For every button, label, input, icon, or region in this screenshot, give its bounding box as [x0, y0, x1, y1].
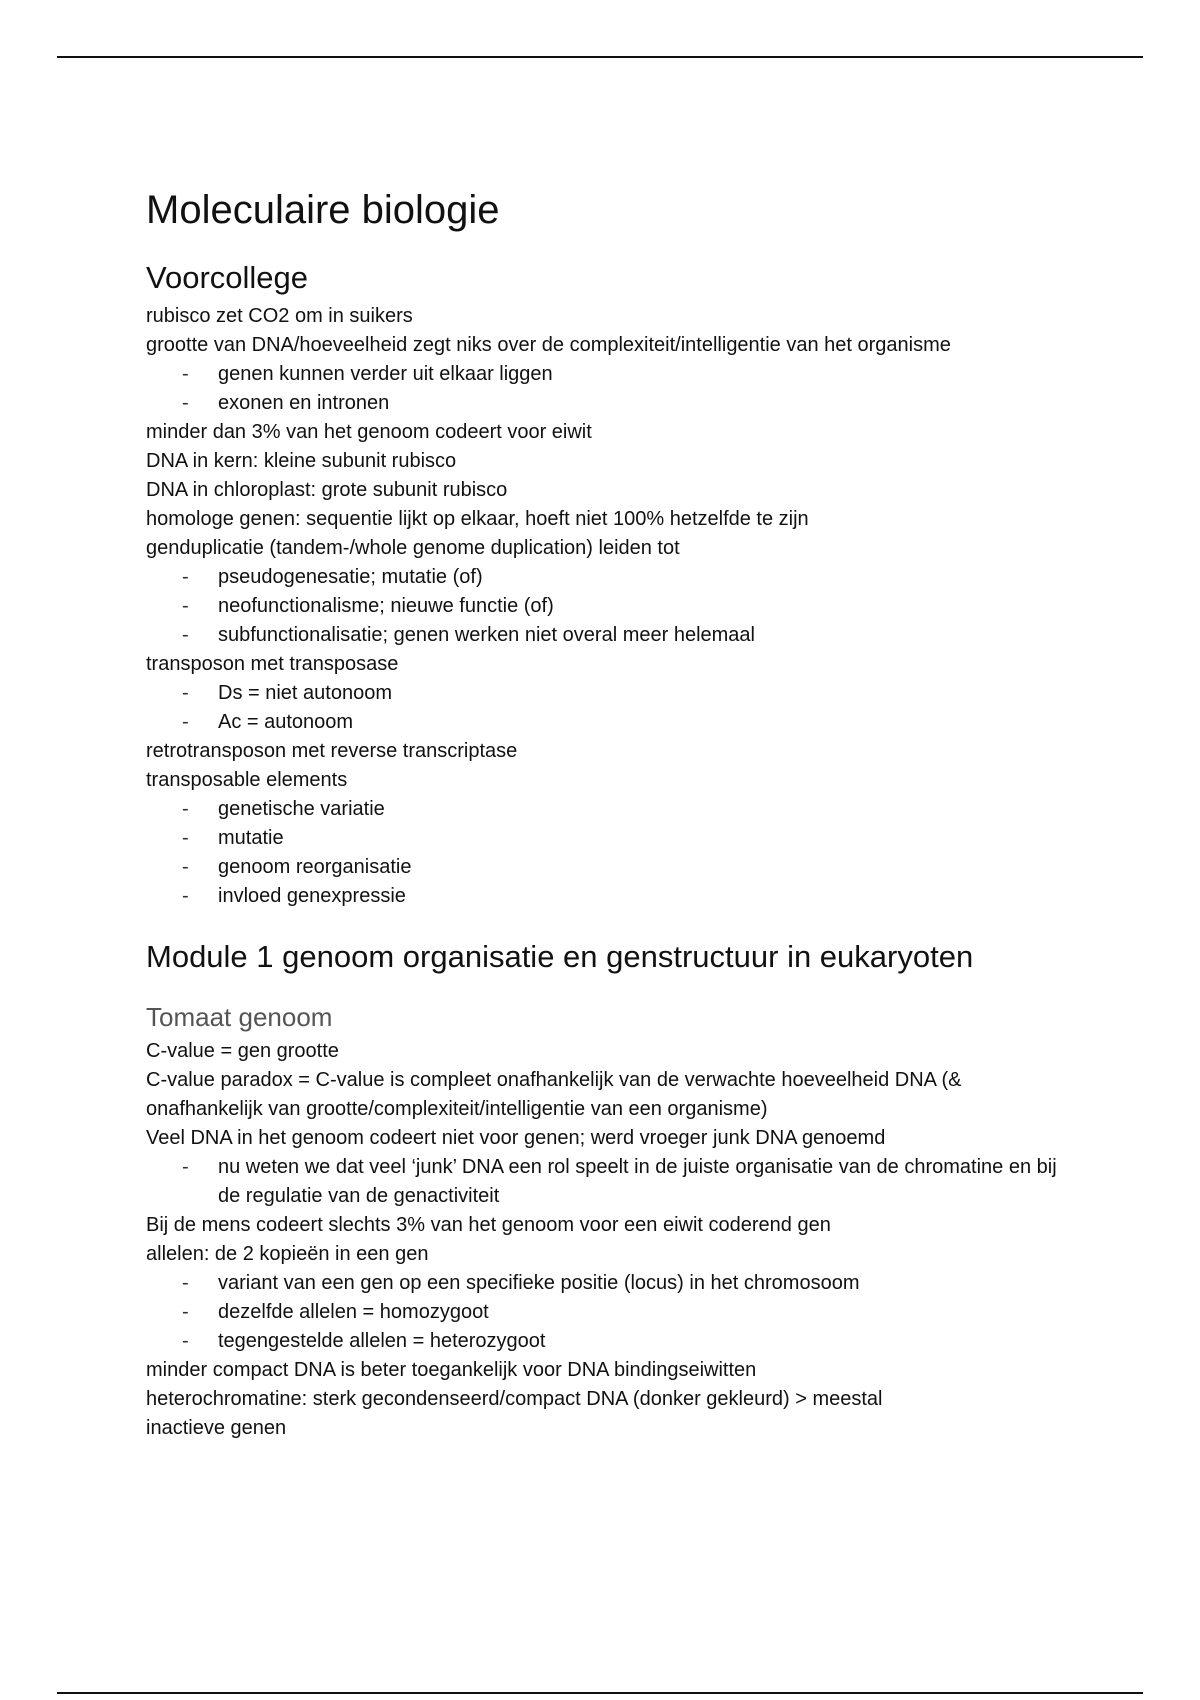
- text-line: DNA in chloroplast: grote subunit rubisco: [146, 479, 508, 501]
- dash-marker: -: [182, 682, 189, 704]
- dash-marker: -: [182, 1156, 189, 1178]
- list-item: - Ds = niet autonoom: [146, 679, 1076, 708]
- text-line: minder compact DNA is beter toegankelijk voor DNA bindingseiwitten: [146, 1359, 757, 1381]
- dash-marker: -: [182, 595, 189, 617]
- text-line: allelen: de 2 kopieën in een gen: [146, 1243, 429, 1265]
- list-item: - genen kunnen verder uit elkaar liggen: [146, 360, 1076, 389]
- text-line: homologe genen: sequentie lijkt op elkaar, hoeft niet 100% hetzelfde te zijn: [146, 508, 809, 530]
- dash-marker: -: [182, 1272, 189, 1294]
- text-line: genduplicatie (tandem-/whole genome duplication) leiden tot: [146, 537, 680, 559]
- dash-marker: -: [182, 392, 189, 414]
- text-line: Bij de mens codeert slechts 3% van het genoom voor een eiwit coderend gen: [146, 1214, 831, 1236]
- list-item: - genetische variatie: [146, 795, 1076, 824]
- list-item: - nu weten we dat veel ‘junk’ DNA een rol speelt in de juiste organisatie van de chromatine en bij de regulatie van de genactiviteit: [146, 1153, 1076, 1211]
- text-line: heterochromatine: sterk gecondenseerd/compact DNA (donker gekleurd) > meestal: [146, 1388, 883, 1410]
- list-item: - Ac = autonoom: [146, 708, 1076, 737]
- bullet-list: [146, 563, 1076, 650]
- text-line: transposable elements: [146, 769, 348, 791]
- dash-marker: -: [182, 798, 189, 820]
- dash-marker: -: [182, 624, 189, 646]
- text-line: inactieve genen: [146, 1417, 287, 1439]
- bullet-list: [146, 679, 1076, 737]
- list-item: - exonen en intronen: [146, 389, 1076, 418]
- dash-marker: -: [182, 885, 189, 907]
- text-line: C-value paradox = C-value is compleet onafhankelijk van de verwachte hoeveelheid DNA (&: [146, 1069, 962, 1091]
- section-heading-module-1: Module 1 genoom organisatie en genstructuur in eukaryoten: [146, 939, 974, 974]
- text-line: grootte van DNA/hoeveelheid zegt niks over de complexiteit/intelligentie van het organisme: [146, 334, 951, 356]
- text-line: minder dan 3% van het genoom codeert voor eiwit: [146, 421, 592, 443]
- dash-marker: -: [182, 856, 189, 878]
- bullet-list: [146, 360, 1076, 418]
- subsection-heading-tomaat-genoom: Tomaat genoom: [146, 1002, 333, 1032]
- list-item: - invloed genexpressie: [146, 882, 1076, 911]
- list-item: - subfunctionalisatie; genen werken niet overal meer helemaal: [146, 621, 1076, 650]
- text-line: C-value = gen grootte: [146, 1040, 339, 1062]
- list-item: - mutatie: [146, 824, 1076, 853]
- text-line: onafhankelijk van grootte/complexiteit/intelligentie van een organisme): [146, 1098, 768, 1120]
- bullet-list: [146, 1153, 1076, 1211]
- list-item: - pseudogenesatie; mutatie (of): [146, 563, 1076, 592]
- text-line: DNA in kern: kleine subunit rubisco: [146, 450, 457, 472]
- header-rule: [57, 56, 1143, 58]
- bullet-list: [146, 1269, 1076, 1356]
- text-line: rubisco zet CO2 om in suikers: [146, 305, 413, 327]
- list-item: - neofunctionalisme; nieuwe functie (of): [146, 592, 1076, 621]
- document-body: [146, 178, 1076, 1443]
- text-line: transposon met transposase: [146, 653, 399, 675]
- dash-marker: -: [182, 1301, 189, 1323]
- document-title: Moleculaire biologie: [146, 188, 500, 232]
- dash-marker: -: [182, 566, 189, 588]
- dash-marker: -: [182, 1330, 189, 1352]
- list-item: - variant van een gen op een specifieke positie (locus) in het chromosoom: [146, 1269, 1076, 1298]
- dash-marker: -: [182, 711, 189, 733]
- list-item: - genoom reorganisatie: [146, 853, 1076, 882]
- list-item: - tegengestelde allelen = heterozygoot: [146, 1327, 1076, 1356]
- bullet-list: [146, 795, 1076, 911]
- section-heading-voorcollege: Voorcollege: [146, 260, 309, 295]
- footer-rule: [57, 1692, 1143, 1694]
- text-line: retrotransposon met reverse transcriptase: [146, 740, 518, 762]
- dash-marker: -: [182, 827, 189, 849]
- dash-marker: -: [182, 363, 189, 385]
- list-item: - dezelfde allelen = homozygoot: [146, 1298, 1076, 1327]
- text-line: Veel DNA in het genoom codeert niet voor genen; werd vroeger junk DNA genoemd: [146, 1127, 886, 1149]
